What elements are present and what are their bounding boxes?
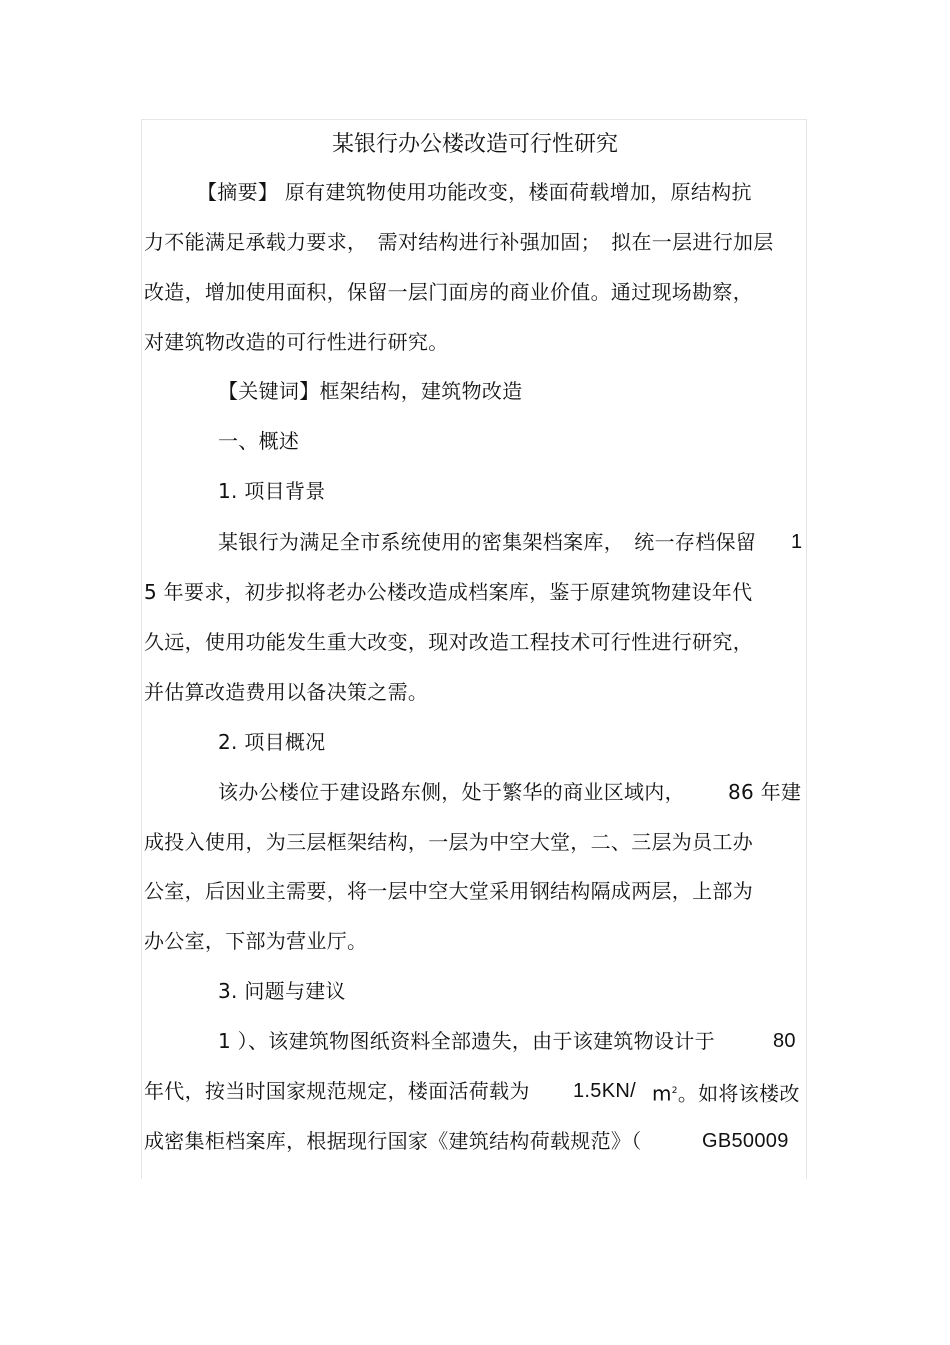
problems-line-2-tail: 。如将该楼改 [677, 1081, 800, 1106]
subheading-project-background: 1. 项目背景 [218, 479, 326, 503]
overview-line-1-year: 86 年建 [728, 780, 802, 804]
abstract-line-2: 力不能满足承载力要求， 需对结构进行补强加固； 拟在一层进行加层 [144, 230, 774, 254]
background-line-1-number: 1 [791, 531, 803, 553]
problems-line-2-load-value: 1.5KN/ [573, 1080, 636, 1102]
abstract-line-1: 【摘要】 原有建筑物使用功能改变，楼面荷载增加，原结构抗 [197, 180, 752, 204]
background-line-4: 并估算改造费用以备决策之需。 [144, 680, 429, 704]
background-line-3: 久远，使用功能发生重大改变，现对改造工程技术可行性进行研究， [144, 630, 753, 654]
document-title: 某银行办公楼改造可行性研究 [331, 132, 618, 157]
keywords-line: 【关键词】框架结构，建筑物改造 [218, 379, 523, 403]
overview-line-2: 成投入使用，为三层框架结构，一层为中空大堂，二、三层为员工办 [144, 830, 753, 854]
overview-line-1: 该办公楼位于建设路东侧，处于繁华的商业区域内， [218, 780, 685, 804]
unit-m: m [652, 1081, 672, 1106]
unit-superscript: 2 [671, 1086, 678, 1096]
problems-line-1-decade: 80 [773, 1030, 796, 1052]
background-line-1: 某银行为满足全市系统使用的密集架档案库， 统一存档保留 [218, 530, 757, 554]
problems-line-1: 1 ）、该建筑物图纸资料全部遗失，由于该建筑物设计于 [218, 1029, 715, 1053]
section-heading-overview: 一、概述 [218, 429, 300, 453]
subheading-project-overview: 2. 项目概况 [218, 730, 326, 754]
overview-line-4: 办公室，下部为营业厅。 [144, 929, 368, 953]
problems-line-3: 成密集柜档案库，根据现行国家《建筑结构荷载规范》（ [144, 1129, 642, 1153]
abstract-line-4: 对建筑物改造的可行性进行研究。 [144, 330, 449, 354]
problems-line-3-code: GB50009 [702, 1130, 789, 1152]
subheading-problems-suggestions: 3. 问题与建议 [218, 979, 346, 1003]
problems-line-2: 年代，按当时国家规范规定，楼面活荷载为 [144, 1079, 530, 1103]
background-line-2: 5 年要求，初步拟将老办公楼改造成档案库，鉴于原建筑物建设年代 [144, 580, 753, 604]
overview-line-3: 公室，后因业主需要，将一层中空大堂采用钢结构隔成两层，上部为 [144, 879, 753, 903]
abstract-line-3: 改造，增加使用面积，保留一层门面房的商业价值。通过现场勘察， [144, 280, 753, 304]
problems-line-2-unit [652, 1077, 800, 1108]
